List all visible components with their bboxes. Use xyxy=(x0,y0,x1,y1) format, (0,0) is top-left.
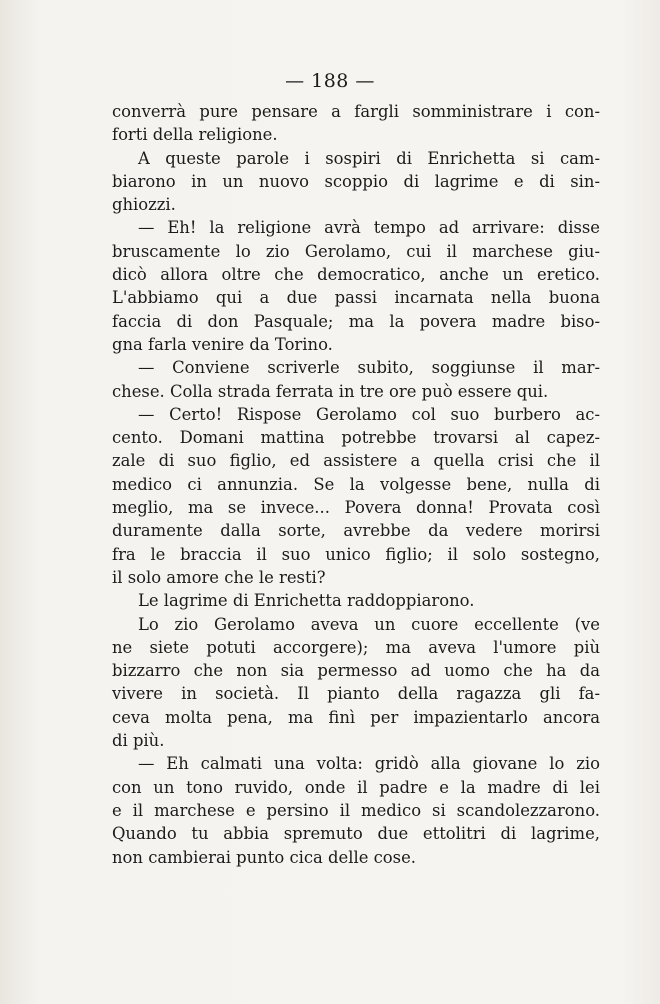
text-line: con un tono ruvido, onde il padre e la madre di lei xyxy=(112,777,600,797)
text-line: chese. Colla strada ferrata in tre ore può essere qui. xyxy=(112,381,549,401)
text-line: faccia di don Pasquale; ma la povera madre biso- xyxy=(112,311,600,331)
text-line: A queste parole i sospiri di Enrichetta si cam- xyxy=(138,148,600,168)
text-line: ne siete potuti accorgere); ma aveva l'umore più xyxy=(112,637,600,657)
text-line: bruscamente lo zio Gerolamo, cui il marchese giu- xyxy=(112,241,600,261)
text-line: — Eh! la religione avrà tempo ad arrivare: disse xyxy=(138,218,600,238)
body-text xyxy=(112,100,600,869)
text-line: fra le braccia il suo unico figlio; il solo sostegno, xyxy=(112,544,600,564)
text-line: non cambierai punto cica delle cose. xyxy=(112,847,416,867)
text-line: medico ci annunzia. Se la volgesse bene, nulla di xyxy=(112,474,600,494)
page-number: — 188 — xyxy=(285,70,375,92)
text-line: ceva molta pena, ma finì per impazientarlo ancora xyxy=(112,707,600,727)
text-line: dicò allora oltre che democratico, anche un eretico. xyxy=(112,265,600,285)
text-line: Lo zio Gerolamo aveva un cuore eccellente (ve xyxy=(138,614,600,634)
text-line: forti della religione. xyxy=(112,125,278,145)
text-line: meglio, ma se invece... Povera donna! Provata così xyxy=(112,498,600,518)
text-line: il solo amore che le resti? xyxy=(112,567,326,587)
text-line: gna farla venire da Torino. xyxy=(112,334,333,354)
text-line: Quando tu abbia spremuto due ettolitri di lagrime, xyxy=(112,824,600,844)
text-line: L'abbiamo qui a due passi incarnata nella buona xyxy=(112,288,600,308)
text-line: bizzarro che non sia permesso ad uomo che ha da xyxy=(112,661,600,681)
text-line: zale di suo figlio, ed assistere a quella crisi che il xyxy=(112,451,600,471)
text-line: di più. xyxy=(112,731,165,751)
text-line: biarono in un nuovo scoppio di lagrime e di sin- xyxy=(112,171,600,191)
text-line: — Conviene scriverle subito, soggiunse il mar- xyxy=(138,358,600,378)
text-line: — Eh calmati una volta: gridò alla giovane lo zio xyxy=(138,754,600,774)
text-line: ghiozzi. xyxy=(112,195,176,215)
text-line: converrà pure pensare a fargli somministrare i con- xyxy=(112,102,600,121)
text-line: e il marchese e persino il medico si scandolezzarono. xyxy=(112,800,600,820)
text-line: cento. Domani mattina potrebbe trovarsi al capez- xyxy=(112,428,600,448)
text-line: Le lagrime di Enrichetta raddoppiarono. xyxy=(138,591,475,611)
text-line: — Certo! Rispose Gerolamo col suo burbero ac- xyxy=(138,404,600,424)
text-line: vivere in società. Il pianto della ragazza gli fa- xyxy=(112,684,600,704)
text-line: duramente dalla sorte, avrebbe da vedere morirsi xyxy=(112,521,600,541)
